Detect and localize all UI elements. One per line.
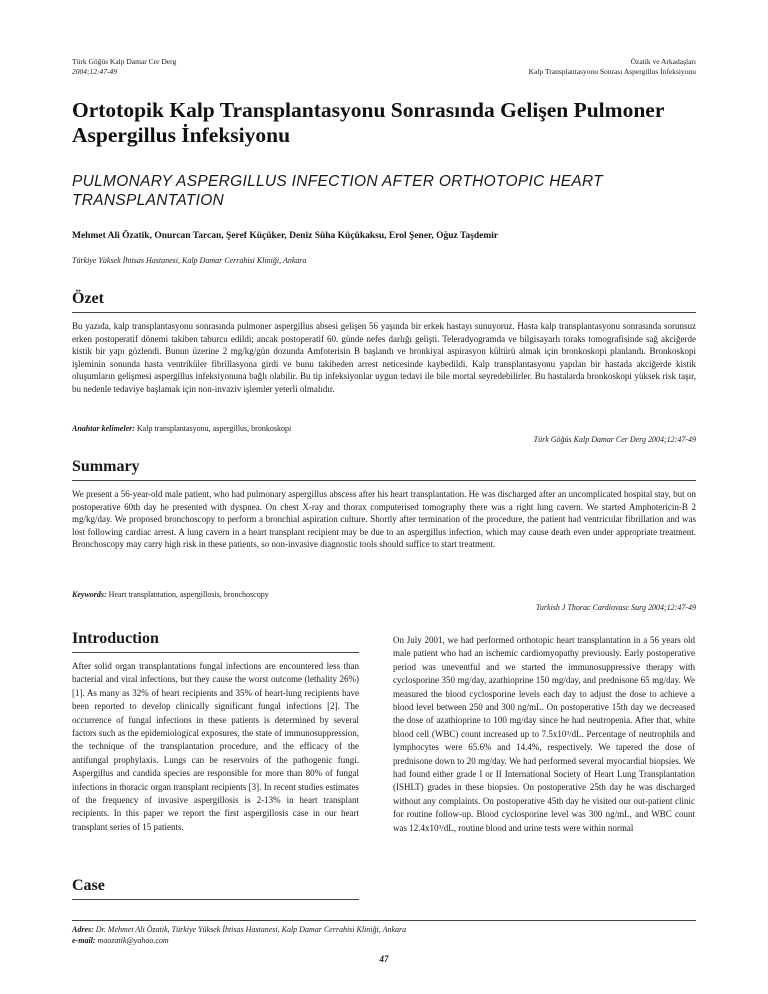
running-header-left <box>72 57 176 77</box>
author-list: Mehmet Ali Özatik, Onurcan Tarcan, Şeref Küçüker, Deniz Süha Küçükaksu, Erol Şener, Oğuz Taşdemir <box>72 231 499 241</box>
case-rule <box>72 899 359 900</box>
page-number: 47 <box>379 954 389 964</box>
summary-keywords-value: Heart transplantation, aspergillosis, bronchoscopy <box>108 590 269 599</box>
introduction-heading: Introduction <box>72 630 159 647</box>
header-running-title: Kalp Transplantasyonu Sonrası Aspergillus İnfeksiyonu <box>528 67 696 76</box>
ozet-keywords-value: Kalp transplantasyonu, aspergillus, bronkoskopi <box>136 424 292 433</box>
summary-citation: Turkish J Thorac Cardiovasc Surg 2004;12:47-49 <box>535 603 696 612</box>
ozet-rule <box>72 312 696 313</box>
affiliation: Türkiye Yüksek İhtisas Hastanesi, Kalp Damar Cerrahisi Kliniği, Ankara <box>72 256 307 265</box>
introduction-rule <box>72 652 359 653</box>
ozet-heading: Özet <box>72 290 104 307</box>
email-label: e-mail: <box>72 936 96 945</box>
case-text: On July 2001, we had performed orthotopic heart transplantation in a 56 years old male patient who had an ischemic cardiomyopathy previously. Early postoperative period was uneventful and we started the immunosuppressive therapy with cyclosporine 350 mg/day, azathioprine 150 mg/day, and prednisone 65 mg/day. We measured the blood cyclosporine levels each day to adjust the dose to achieve a blood level between 250 and 300 ng/mL. On postoperative 15th day we decreased the dose of azathioprine to 100 mg/day since he had neutropenia. After that, white blood cell (WBC) count increased up to 7.5x10³/dL. Percentage of neutrophils and lymphocytes were 65.6% and 14.4%, respectively. We tapered the dose of prednisone down to 20 mg/day. We had performed several myocardial biopsies. We had found either grade I or II International Society of Heart Lung Transplantation (ISHLT) grades in these biopsies. On postoperative 25th day he was discharged without any complaints. On postoperative 45th day he visited our out-patient clinic for routine follow-up. Blood cyclosporine level was 300 ng/mL, and WBC count was 12.4x10³/dL, routine blood and urine tests were within normal <box>393 635 695 833</box>
journal-volume: 2004;12:47-49 <box>72 67 117 76</box>
journal-name: Türk Göğüs Kalp Damar Cer Derg <box>72 57 177 66</box>
article-title: Ortotopik Kalp Transplantasyonu Sonrasında Gelişen Pulmoner Aspergillus İnfeksiyonu <box>72 98 664 147</box>
summary-keywords-label: Keywords: <box>72 590 107 599</box>
header-authors: Özatik ve Arkadaşları <box>630 57 696 66</box>
address-label: Adres: <box>72 925 94 934</box>
english-title: PULMONARY ASPERGILLUS INFECTION AFTER ORTHOTOPIC HEART TRANSPLANTATION <box>72 173 603 209</box>
summary-keywords <box>72 590 269 599</box>
ozet-citation: Türk Göğüs Kalp Damar Cer Derg 2004;12:47-49 <box>533 435 696 444</box>
ozet-keywords-label: Anahtar kelimeler: <box>72 424 135 433</box>
footer-email <box>72 936 169 945</box>
summary-heading: Summary <box>72 458 140 475</box>
email-value[interactable]: maozatik@yahoo.com <box>97 936 169 945</box>
introduction-text: After solid organ transplantations fungal infections are encountered less than bacterial and viral infections, but they cause the worst outcome (lethality 26%) [1]. As many as 32% of heart recipients and 35% of heart-lung recipients have been reported to develop clinically significant fungal infections [2]. The occurrence of fungal infections in these patients is determined by several factors such as the epidemiological exposures, the state of immunosuppression, the technique of the transplantation procedure, and the efficacy of the antifungal prophylaxis. Lungs can be reservoirs of the pathogenic fungi. Aspergillus and candida species are responsible for more than 80% of fungal infections in thoracic organ transplant recipients [3]. In recent studies estimates of the frequency of invasive aspergillosis is 2-13% in heart transplant recipients. In this paper we report the first aspergillosis case in our heart transplant series of 15 patients. <box>72 661 359 832</box>
summary-text: We present a 56-year-old male patient, who had pulmonary aspergillus abscess after his heart transplantation. He was discharged after an uncomplicated hospital stay, but on postoperative 60th day he presented with dyspnea. On chest X-ray and thorax computerised tomography there was a right lung cavern. We started Amphotericin-B 2 mg/kg/day. We proposed bronchoscopy to perform a bronchial aspiration culture. Shortly after termination of the procedure, the patient had ventricular fibrillation and was lost following cardiac arrest. A lung cavern in a heart transplant recipient may be due to an aspergillus infection, which may cause death even under appropriate treatment. Bronchoscopy may carry high risk in these patients, so non-invasive diagnostic tools should suffice to start treatment. <box>72 489 696 550</box>
running-header-right <box>529 57 696 77</box>
ozet-text: Bu yazıda, kalp transplantasyonu sonrasında pulmoner aspergillus absesi gelişen 56 yaşında bir erkek hastayı sunuyoruz. Hasta kalp transplantasyonu sonrasında sorunsuz erken postoperatif dönemi takiben taburcu edildi; ancak postoperatif 60. günde nefes darlığı gelişti. Teleradyogramda ve bilgisayarlı toraks tomografisinde sağ akciğerde kistik bir yapı gözlendi. Bunun üzerine 2 mg/kg/gün dozunda Amfoterisin B başlandı ve bronkiyal aspirasyon kültürü almak için bronkoskopi planlandı. Bronkoskopi işleminin sonunda hasta ventriküler fibrillasyona girdi ve bunu takibeden arrest neticesinde kaybedildi. Kalp transplantasyonu yapılan bir hastada akciğerde kistik oluşumların gelişmesi aspergillus infeksiyonuna bağlı olabilir. Bu tip infeksiyonlar uygun tedavi ile bile mortal seyredebilirler. Bu hastalarda bronkoskopi yüksek risk taşır, bu nedenle tedaviye başlamak için non-invaziv işlemler yeterli olmalıdır. <box>72 321 696 394</box>
footer-rule <box>72 920 696 921</box>
footer-address <box>72 925 406 934</box>
ozet-keywords <box>72 424 291 433</box>
address-value: Dr. Mehmet Ali Özatik, Türkiye Yüksek İhtisas Hastanesi, Kalp Damar Cerrahisi Kliniği, Ankara <box>95 925 407 934</box>
case-heading: Case <box>72 877 105 894</box>
summary-rule <box>72 480 696 481</box>
